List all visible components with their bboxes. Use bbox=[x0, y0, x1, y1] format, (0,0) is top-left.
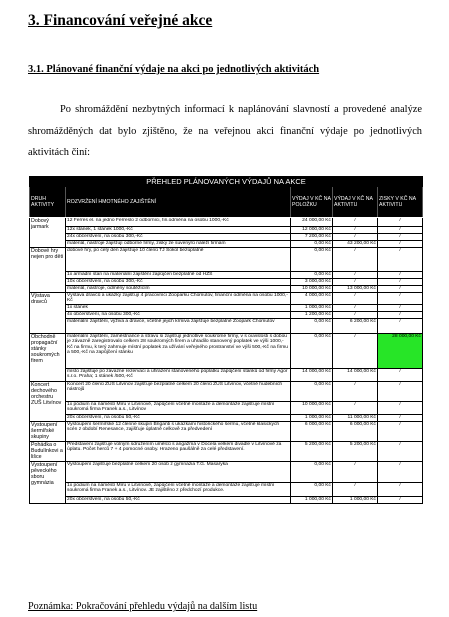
continuation-note: Poznámka: Pokračování přehledu výdajů na dalším listu bbox=[28, 601, 258, 612]
allocation-cell: materiál, nástroje, odměny soutěžícím bbox=[66, 286, 291, 293]
allocation-cell: 1x armádní stan na materiální zajištění zapůjčen bezplatně od HZS bbox=[66, 272, 291, 279]
allocation-cell: dobové hry, po celý den zajišťuje 10 členů TJ Sokol bezúplatně bbox=[66, 248, 291, 272]
cost-per-activity-cell: / bbox=[333, 334, 378, 369]
activity-type-cell: Vystoupení pěveckého sboru gymnázia bbox=[30, 462, 66, 504]
profit-cell: / bbox=[378, 218, 423, 227]
profit-cell: / bbox=[378, 312, 423, 319]
profit-cell: / bbox=[378, 415, 423, 422]
allocation-cell: Vystoupení zajišťuje bezplatně celkem 20 osob z gymnázia T.G. Masaryka bbox=[66, 462, 291, 483]
table-row bbox=[30, 234, 423, 241]
profit-cell: / bbox=[378, 241, 423, 248]
allocation-cell: Představení zajišťuje volným sdružením umělců s angažmá v Docela velkém divadle v Litvínově za úplatu. Počet herců 7 + 4 pomocné osoby. Hrazeno paušálně za celé představení. bbox=[66, 442, 291, 462]
profit-cell: / bbox=[378, 319, 423, 334]
cost-per-activity-cell: 5 200,00 Kč bbox=[333, 442, 378, 462]
cost-per-item-cell: 3 000,00 Kč bbox=[291, 279, 333, 286]
profit-cell: / bbox=[378, 402, 423, 415]
cost-per-item-cell: 0,00 Kč bbox=[291, 272, 333, 279]
activity-type-cell: Pohádka o Budulínkovi a lišce bbox=[30, 442, 66, 462]
table-row bbox=[30, 279, 423, 286]
table-row bbox=[30, 442, 423, 462]
header-activity-type: DRUH AKTIVITY bbox=[30, 187, 66, 218]
allocation-cell: materiální zajištění, zaměstnance a stravu si zajišťují jednotlivé soukromé firmy, v s ouvislosti s dobou je závazně zaregistrovalo celkem 28 soukromých firem a uhradilo stanovený poplatek ve výši 1000,-Kč na firmu, k terý zahrnuje místní poplatek za užívání veřejného prostranství ve výši 500,-Kč na firmu a 500,-Kč na zapůjčení stánku bbox=[66, 334, 291, 369]
allocation-cell: 1x pódium na náměstí Míru v Litvínově, zapůjčení včetně montáže a demontáže zajišťuje místní soukromá firma Franek a.s., Litvínov. JE zajištěno z předchozí produkce. bbox=[66, 483, 291, 497]
cost-per-item-cell: 5 200,00 Kč bbox=[291, 442, 333, 462]
allocation-cell: materiální zajištění, výživa a dravce, včetně jejich krmiva zajišťuje bezplatně Zoopark Chomutov bbox=[66, 319, 291, 334]
cost-per-item-cell: 24 000,00 Kč bbox=[291, 218, 333, 227]
cost-per-item-cell: 10 000,00 Kč bbox=[291, 286, 333, 293]
activity-type-cell: Dobové hry nejen pro děti bbox=[30, 248, 66, 293]
table-row bbox=[30, 305, 423, 312]
cost-per-activity-cell: / bbox=[333, 462, 378, 483]
cost-per-item-cell: 1 000,00 Kč bbox=[291, 305, 333, 312]
profit-cell: / bbox=[378, 286, 423, 293]
cost-per-activity-cell: 11 000,00 Kč bbox=[333, 415, 378, 422]
table-row bbox=[30, 422, 423, 442]
profit-cell: / bbox=[378, 483, 423, 497]
profit-cell: / bbox=[378, 422, 423, 442]
profit-cell: / bbox=[378, 279, 423, 286]
allocation-cell: 20x občerstvení, na osobu 50,-Kč bbox=[66, 415, 291, 422]
table-row bbox=[30, 319, 423, 334]
table-row bbox=[30, 248, 423, 272]
cost-per-item-cell: 1 200,00 Kč bbox=[291, 312, 333, 319]
activity-type-cell: Vystoupení šermířské skupiny bbox=[30, 422, 66, 442]
cost-per-item-cell: 0,00 Kč bbox=[291, 319, 333, 334]
cost-per-activity-cell: / bbox=[333, 248, 378, 272]
cost-per-item-cell: 0,00 Kč bbox=[291, 382, 333, 402]
cost-per-item-cell: 0,00 Kč bbox=[291, 483, 333, 497]
activity-type-cell: Dobový jarmark bbox=[30, 218, 66, 248]
header-cost-per-activity: VÝDAJ V KČ NA AKTIVITU bbox=[333, 187, 378, 218]
profit-cell: / bbox=[378, 234, 423, 241]
allocation-cell: 1x pódium na náměstí Míru v Litvínově, zapůjčení včetně montáže a demontáže zajišťuje místní soukromá firma Franek a.s., Litvínov bbox=[66, 402, 291, 415]
profit-cell: / bbox=[378, 272, 423, 279]
allocation-cell: 1x stánek bbox=[66, 305, 291, 312]
allocation-cell: 10x občerstvení, na osobu 300,-Kč bbox=[66, 279, 291, 286]
table-row bbox=[30, 218, 423, 227]
profit-cell: / bbox=[378, 462, 423, 483]
cost-per-item-cell: 14 000,00 Kč bbox=[291, 369, 333, 382]
cost-per-item-cell: 0,00 Kč bbox=[291, 462, 333, 483]
profit-cell: 28 000,00 Kč bbox=[378, 334, 423, 369]
cost-per-item-cell: 1 000,00 Kč bbox=[291, 415, 333, 422]
cost-per-activity-cell: / bbox=[333, 227, 378, 234]
allocation-cell: Výstava dravců a ukázky zajišťují 4 pracovníci Zooparku Chomutov, finanční odměna na osobu 1000,-Kč bbox=[66, 293, 291, 305]
profit-cell: / bbox=[378, 227, 423, 234]
cost-per-activity-cell: 14 000,00 Kč bbox=[333, 369, 378, 382]
cost-per-activity-cell: / bbox=[333, 483, 378, 497]
table-row bbox=[30, 497, 423, 504]
cost-per-item-cell: 4 000,00 Kč bbox=[291, 293, 333, 305]
cost-per-item-cell: 0,00 Kč bbox=[291, 334, 333, 369]
allocation-cell: Koncert 20 členů ZUŠ Litvínov zajišťuje bezplatně celkem 20 členů ZUŠ Litvínov, včetně hudebních nástrojů bbox=[66, 382, 291, 402]
profit-cell: / bbox=[378, 369, 423, 382]
cost-per-activity-cell: / bbox=[333, 312, 378, 319]
profit-cell: / bbox=[378, 497, 423, 504]
cost-per-activity-cell: / bbox=[333, 234, 378, 241]
cost-per-item-cell: 0,00 Kč bbox=[291, 248, 333, 272]
cost-per-activity-cell: / bbox=[333, 402, 378, 415]
profit-cell: / bbox=[378, 382, 423, 402]
table-row bbox=[30, 241, 423, 248]
cost-per-item-cell: 10 000,00 Kč bbox=[291, 402, 333, 415]
cost-per-activity-cell: / bbox=[333, 218, 378, 227]
cost-per-activity-cell: / bbox=[333, 305, 378, 312]
allocation-cell: 4x občerstvení, na osobu 300,-Kč bbox=[66, 312, 291, 319]
cost-per-activity-cell: 13 000,00 Kč bbox=[333, 286, 378, 293]
cost-per-activity-cell: 6 200,00 Kč bbox=[333, 319, 378, 334]
cost-per-item-cell: 6 000,00 Kč bbox=[291, 422, 333, 442]
table-row bbox=[30, 382, 423, 402]
table-row bbox=[30, 415, 423, 422]
cost-per-activity-cell: 1 000,00 Kč bbox=[333, 497, 378, 504]
allocation-cell: místo zajištuje po závazné rezervaci a uhrazení stanoveného poplatku zapůjčení stánků od firmy Agor s.r.o. Praha; 1 stánek /500,-Kč bbox=[66, 369, 291, 382]
table-body bbox=[30, 218, 423, 504]
profit-cell: / bbox=[378, 442, 423, 462]
profit-cell: / bbox=[378, 248, 423, 272]
table-row bbox=[30, 402, 423, 415]
cost-per-activity-cell: / bbox=[333, 279, 378, 286]
allocation-cell: 20x občerstvení, na osobu 50,-Kč bbox=[66, 497, 291, 504]
allocation-cell: 12x stánek, 1 stánek 1000,-Kč bbox=[66, 227, 291, 234]
expense-table bbox=[29, 176, 423, 504]
allocation-cell: 12 Ferres el. na jedno Ferreslo 2 odborníci, fin.odměna na osobu 1000,-Kč bbox=[66, 218, 291, 227]
allocation-cell: Vystoupení šermířské 12 členné skupin Briganti s ukázkami historického šermu, včetně klasických scén z období Renesance, zajišťuje úplatně celkově za předvedení bbox=[66, 422, 291, 442]
cost-per-activity-cell: / bbox=[333, 272, 378, 279]
table-row bbox=[30, 227, 423, 234]
cost-per-activity-cell: 43 200,00 Kč bbox=[333, 241, 378, 248]
subsection-heading: 3.1. Plánované finanční výdaje na akci po jednotlivých aktivitách bbox=[28, 64, 320, 75]
cost-per-activity-cell: / bbox=[333, 293, 378, 305]
table-row bbox=[30, 483, 423, 497]
table-row bbox=[30, 286, 423, 293]
cost-per-item-cell: 12 000,00 Kč bbox=[291, 227, 333, 234]
table-row bbox=[30, 272, 423, 279]
table-row bbox=[30, 293, 423, 305]
section-heading: 3. Financování veřejné akce bbox=[28, 12, 213, 29]
header-material-allocation: ROZVRŽENÍ HMOTNÉHO ZAJIŠTĚNÍ bbox=[66, 187, 291, 218]
table-row bbox=[30, 334, 423, 369]
profit-cell: / bbox=[378, 305, 423, 312]
table-row bbox=[30, 369, 423, 382]
profit-cell: / bbox=[378, 293, 423, 305]
header-cost-per-item: VÝDAJ V KČ NA POLOŽKU bbox=[291, 187, 333, 218]
allocation-cell: 24x občerstvení, na osobu 300,-Kč bbox=[66, 234, 291, 241]
table-row bbox=[30, 312, 423, 319]
intro-paragraph: Po shromáždění nezbytných informací k naplánování slavností a provedené analýze shromážděných dat bylo zjištěno, že na veřejnou akci finanční výdaje po jednotlivých aktivitách činí: bbox=[28, 104, 422, 158]
header-profit-per-activity: ZISKY V KČ NA AKTIVITU bbox=[378, 187, 423, 218]
cost-per-item-cell: 0,00 Kč bbox=[291, 241, 333, 248]
activity-type-cell: Obchodně propagační stánky soukromých firem bbox=[30, 334, 66, 382]
cost-per-item-cell: 1 000,00 Kč bbox=[291, 497, 333, 504]
activity-type-cell: Výstava dravců bbox=[30, 293, 66, 334]
cost-per-item-cell: 7 200,00 Kč bbox=[291, 234, 333, 241]
cost-per-activity-cell: 6 000,00 Kč bbox=[333, 422, 378, 442]
allocation-cell: materiál, nástroje zajišťují odborné firmy, zisky ze suvenýrů náleží firmám bbox=[66, 241, 291, 248]
activity-type-cell: Koncert dechového orchestru ZUŠ Litvínov bbox=[30, 382, 66, 422]
table-row bbox=[30, 462, 423, 483]
cost-per-activity-cell: / bbox=[333, 382, 378, 402]
table-title: PŘEHLED PLÁNOVANÝCH VÝDAJŮ NA AKCE bbox=[30, 177, 423, 187]
